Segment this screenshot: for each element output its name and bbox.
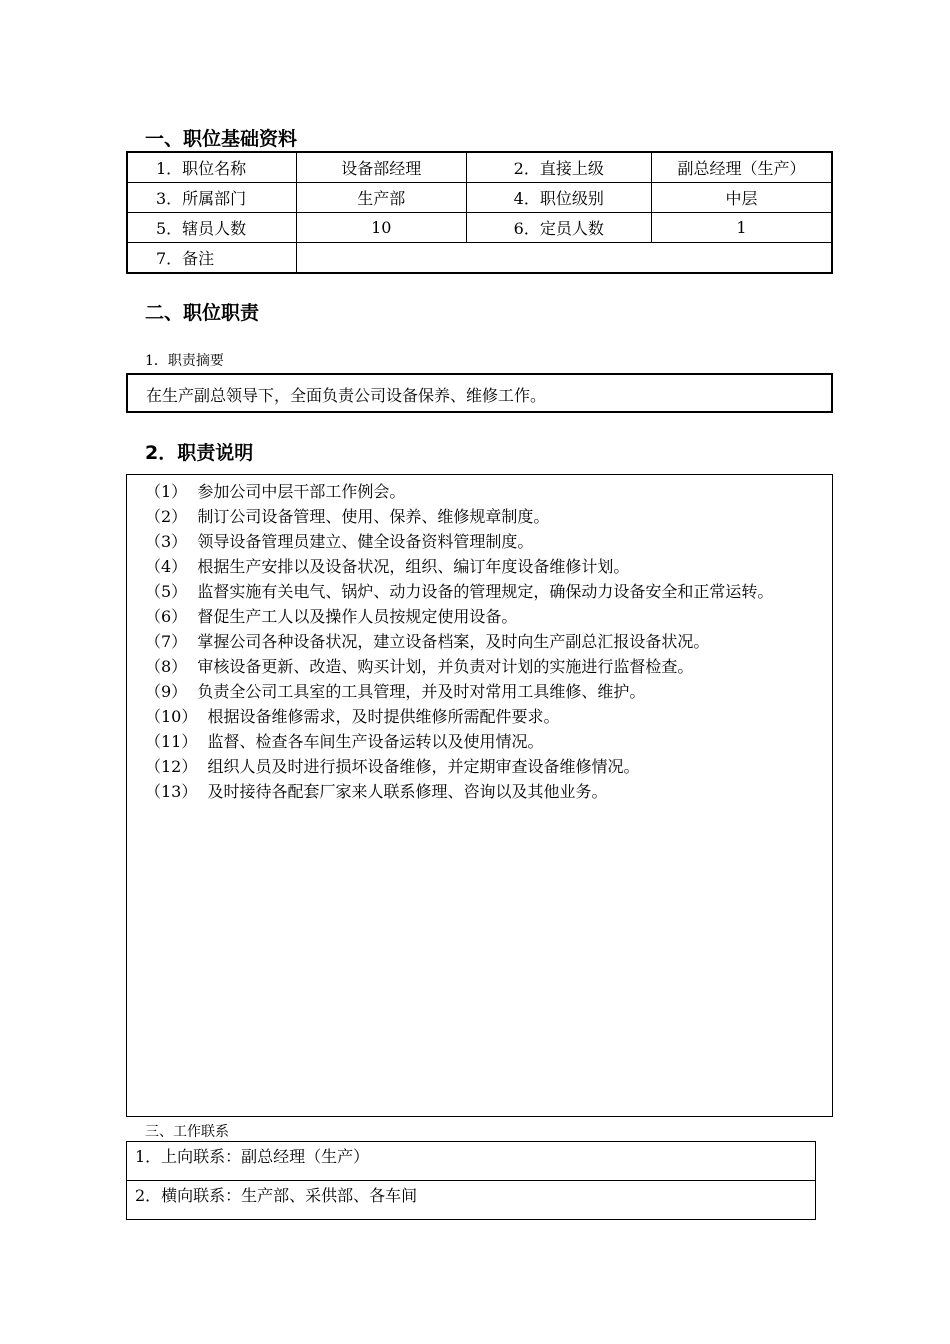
list-item: （7） 掌握公司各种设备状况，建立设备档案，及时向生产副总汇报设备状况。 <box>145 632 710 651</box>
value-position-name: 设备部经理 <box>297 152 466 183</box>
list-item: （1） 参加公司中层干部工作例会。 <box>145 482 406 501</box>
table-row <box>127 1181 816 1220</box>
basic-info-table <box>126 151 833 274</box>
list-item: （6） 督促生产工人以及操作人员按规定使用设备。 <box>145 607 518 626</box>
value-department: 生产部 <box>297 183 466 213</box>
list-item: （5） 监督实施有关电气、锅炉、动力设备的管理规定，确保动力设备安全和正常运转。 <box>145 582 774 601</box>
summary-label: 1．职责摘要 <box>145 353 224 369</box>
list-item: （9） 负责全公司工具室的工具管理，并及时对常用工具维修、维护。 <box>145 682 646 701</box>
value-headcount: 1 <box>651 213 832 243</box>
label-remark: 7．备注 <box>127 243 297 274</box>
label-direct-superior: 2．直接上级 <box>466 152 651 183</box>
label-position-name: 1．职位名称 <box>127 152 297 183</box>
summary-box <box>126 373 833 413</box>
section1-heading: 一、职位基础资料 <box>145 128 298 150</box>
label-position-level: 4．职位级别 <box>466 183 651 213</box>
table-row <box>127 1142 816 1181</box>
table-row <box>127 183 832 213</box>
list-item: （8） 审核设备更新、改造、购买计划，并负责对计划的实施进行监督检查。 <box>145 657 694 676</box>
value-subordinates: 10 <box>297 213 466 243</box>
table-row <box>127 213 832 243</box>
lateral-contact: 2．横向联系：生产部、采供部、各车间 <box>127 1181 816 1220</box>
label-headcount: 6．定员人数 <box>466 213 651 243</box>
table-row <box>127 243 832 274</box>
section2-heading: 二、职位职责 <box>145 302 260 324</box>
list-item: （2） 制订公司设备管理、使用、保养、维修规章制度。 <box>145 507 550 526</box>
value-direct-superior: 副总经理（生产） <box>651 152 832 183</box>
duties-heading: 2．职责说明 <box>145 442 254 464</box>
list-item: （11） 监督、检查各车间生产设备运转以及使用情况。 <box>145 732 544 751</box>
contact-table <box>126 1141 816 1220</box>
section3-heading: 三、工作联系 <box>145 1124 229 1140</box>
list-item: （4） 根据生产安排以及设备状况，组织、编订年度设备维修计划。 <box>145 557 630 576</box>
value-position-level: 中层 <box>651 183 832 213</box>
value-remark <box>297 243 832 274</box>
table-row <box>127 152 832 183</box>
label-department: 3．所属部门 <box>127 183 297 213</box>
summary-text: 在生产副总领导下，全面负责公司设备保养、维修工作。 <box>146 386 547 405</box>
upward-contact: 1．上向联系：副总经理（生产） <box>127 1142 816 1181</box>
duties-box <box>126 474 833 1117</box>
list-item: （3） 领导设备管理员建立、健全设备资料管理制度。 <box>145 532 534 551</box>
list-item: （13） 及时接待各配套厂家来人联系修理、咨询以及其他业务。 <box>145 782 608 801</box>
label-subordinates: 5．辖员人数 <box>127 213 297 243</box>
list-item: （12） 组织人员及时进行损坏设备维修，并定期审查设备维修情况。 <box>145 757 640 776</box>
list-item: （10） 根据设备维修需求，及时提供维修所需配件要求。 <box>145 707 560 726</box>
